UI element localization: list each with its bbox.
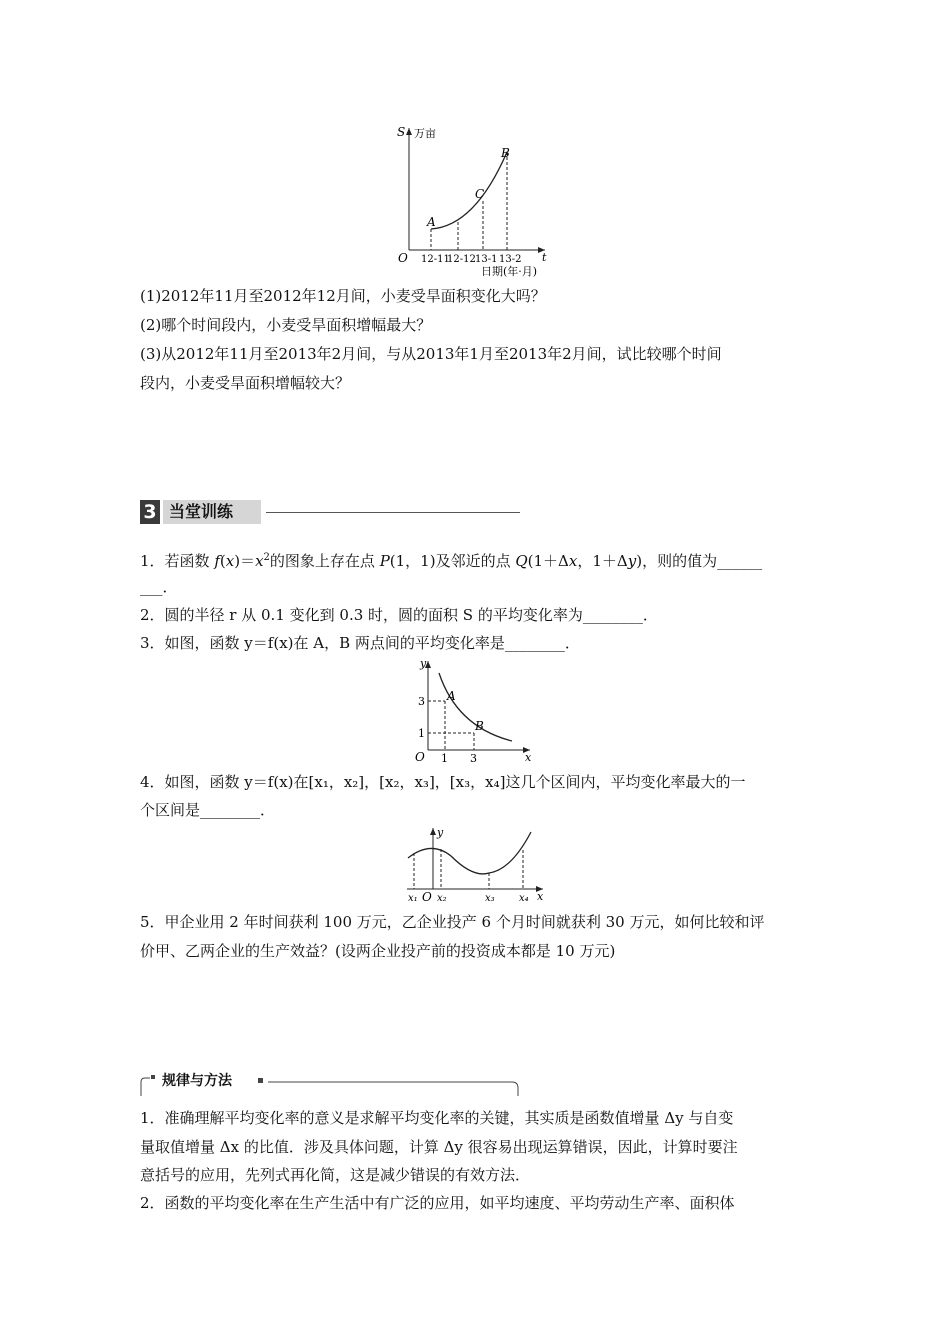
s-axis-label: S — [397, 125, 406, 139]
rules-p2-line-1: 2．函数的平均变化率在生产生活中有广泛的应用，如平均速度、平均劳动生产率、面积体 — [140, 1194, 735, 1212]
origin-label: O — [422, 890, 432, 904]
decreasing-function-figure — [412, 657, 537, 767]
exercise-1-tail: ___． — [140, 578, 178, 596]
point-a-label: A — [427, 215, 436, 229]
rules-title: 规律与方法 — [162, 1073, 232, 1089]
point-c-label: C — [475, 187, 485, 201]
x-tick-1: 1 — [441, 752, 448, 765]
rules-p1-line-3: 意括号的应用，先列式再化简，这是减少错误的有效方法． — [140, 1166, 531, 1184]
question-3-line-1: (3)从2012年11月至2013年2月间，与从2013年1月至2013年2月间，试比较哪个时间 — [140, 345, 722, 363]
tick-13-2: 13-2 — [499, 254, 522, 265]
t-axis-label: t — [542, 251, 547, 264]
section-rule — [266, 512, 520, 513]
point-b-label: B — [475, 719, 484, 733]
section-number: 3 — [140, 500, 160, 524]
rules-p1-line-2: 量取值增量 Δx 的比值．涉及具体问题，计算 Δy 很容易出现运算错误，因此，计算时要注 — [140, 1138, 738, 1156]
question-2: (2)哪个时间段内，小麦受旱面积增幅最大？ — [140, 316, 432, 334]
y-axis-label: y — [420, 657, 427, 670]
wave-function-figure — [403, 826, 548, 906]
x3-label: x₃ — [485, 893, 495, 904]
x-axis-label: x — [537, 890, 544, 903]
x-axis-label: x — [525, 751, 532, 764]
x-tick-3: 3 — [470, 752, 477, 765]
x4-label: x₄ — [519, 893, 529, 904]
exercise-4-line-2: 个区间是________． — [140, 801, 276, 819]
question-1: (1)2012年11月至2012年12月间，小麦受旱面积变化大吗？ — [140, 287, 546, 305]
section-title: 当堂训练 — [163, 500, 261, 524]
exercise-3: 3．如图，函数 y＝f(x)在 A，B 两点间的平均变化率是________． — [140, 634, 580, 652]
exercise-1: 1．若函数 $f(x)=x^2$的图象上存在点 P(1，1)及邻近的点 Q(1＋Δx，1＋Δy)，则的值为______ — [140, 552, 763, 570]
question-3-line-2: 段内，小麦受旱面积增幅较大？ — [140, 374, 351, 392]
origin-label: O — [398, 251, 408, 265]
exercise-5-line-2: 价甲、乙两企业的生产效益？(设两企业投产前的投资成本都是 10 万元) — [140, 942, 616, 960]
origin-label: O — [415, 750, 425, 764]
y-tick-3: 3 — [418, 695, 425, 708]
rules-p1-line-1: 1．准确理解平均变化率的意义是求解平均变化率的关键，其实质是函数值增量 Δy 与自变 — [140, 1109, 734, 1127]
area-growth-figure — [395, 122, 555, 282]
point-b-label: B — [501, 146, 510, 160]
y-tick-1: 1 — [418, 727, 425, 740]
tick-12-12: 12-12 — [447, 254, 476, 265]
x1-label: x₁ — [408, 893, 418, 904]
tick-12-11: 12-11 — [421, 254, 450, 265]
exercise-4-line-1: 4．如图，函数 y＝f(x)在[x₁，x₂]，[x₂，x₃]，[x₃，x₄]这几个区间内，平均变化率最大的一 — [140, 773, 746, 791]
y-axis-label: y — [437, 826, 444, 839]
x-axis-title: 日期(年·月) — [481, 265, 538, 278]
unit-label: 万亩 — [414, 127, 436, 140]
exercise-5-line-1: 5．甲企业用 2 年时间获利 100 万元，乙企业投产 6 个月时间就获利 30 万元，如何比较和评 — [140, 913, 765, 931]
point-a-label: A — [447, 689, 456, 703]
exercise-2: 2．圆的半径 r 从 0.1 变化到 0.3 时，圆的面积 S 的平均变化率为________． — [140, 606, 658, 624]
tick-13-1: 13-1 — [475, 254, 498, 265]
x2-label: x₂ — [437, 893, 447, 904]
